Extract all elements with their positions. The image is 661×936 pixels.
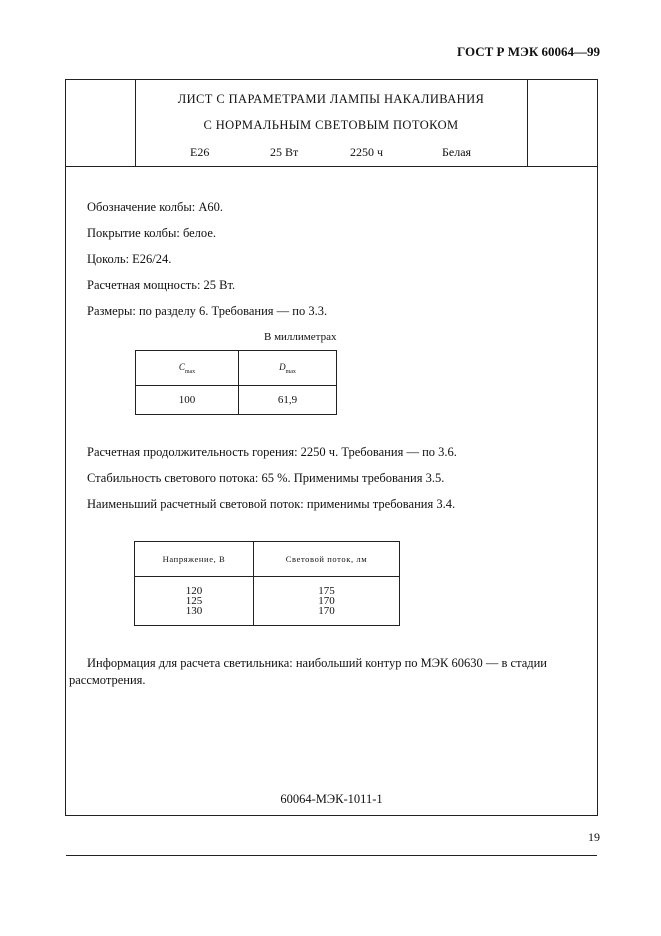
flux-value: 175: [318, 585, 335, 597]
flux-value: 170: [318, 595, 335, 607]
cell-voltages: [135, 577, 254, 626]
header-divider-right: [527, 80, 528, 166]
sheet-number: 60064-МЭК-1011-1: [280, 792, 383, 806]
spec-power: Расчетная мощность: 25 Вт.: [87, 278, 236, 292]
life-stability: Стабильность светового потока: 65 %. Применимы требования 3.5.: [87, 471, 445, 485]
col-voltage: Напряжение, В: [135, 542, 254, 577]
cell-c-max: 100: [136, 386, 239, 415]
spec-bulb: Обозначение колбы: А60.: [87, 200, 223, 214]
col-d-max: $D_{max}$: [239, 351, 337, 386]
life-min-flux: Наименьший расчетный световой поток: применимы требования 3.4.: [87, 497, 456, 511]
param-life: 2250 ч: [350, 145, 384, 159]
param-cap: Е26: [190, 145, 210, 159]
footer-divider: [66, 855, 597, 856]
cell-d-max: 61,9: [239, 386, 337, 415]
flux-value: 170: [318, 605, 335, 617]
life-burning: Расчетная продолжительность горения: 2250 ч. Требования — по 3.6.: [87, 445, 457, 459]
page-number: 19: [588, 830, 600, 844]
luminaire-info: Информация для расчета светильника: наибольший контур по МЭК 60630 — в стадии рассмотрения.: [69, 656, 547, 687]
sheet-header: [66, 80, 597, 167]
voltage-value: 120: [185, 585, 203, 597]
cell-fluxes: [254, 577, 400, 626]
spec-coating: Покрытие колбы: белое.: [87, 226, 216, 240]
standard-code: ГОСТ Р МЭК 60064—99: [457, 44, 600, 59]
dimensions-table: [135, 350, 337, 415]
spec-cap: Цоколь: Е26/24.: [87, 252, 172, 266]
voltage-value: 130: [185, 605, 203, 617]
sheet-title-line1: ЛИСТ С ПАРАМЕТРАМИ ЛАМПЫ НАКАЛИВАНИЯ: [177, 92, 485, 106]
param-power: 25 Вт: [270, 145, 299, 159]
voltage-flux-table: [134, 541, 400, 626]
col-c-max: $C_{max}$: [136, 351, 239, 386]
voltage-value: 125: [185, 595, 203, 607]
sheet-title-line2: С НОРМАЛЬНЫМ СВЕТОВЫМ ПОТОКОМ: [203, 118, 459, 132]
param-color: Белая: [442, 145, 472, 159]
units-label: В миллиметрах: [264, 331, 337, 343]
col-flux: Световой поток, лм: [254, 542, 400, 577]
spec-dimensions: Размеры: по разделу 6. Требования — по 3.3.: [87, 304, 328, 318]
